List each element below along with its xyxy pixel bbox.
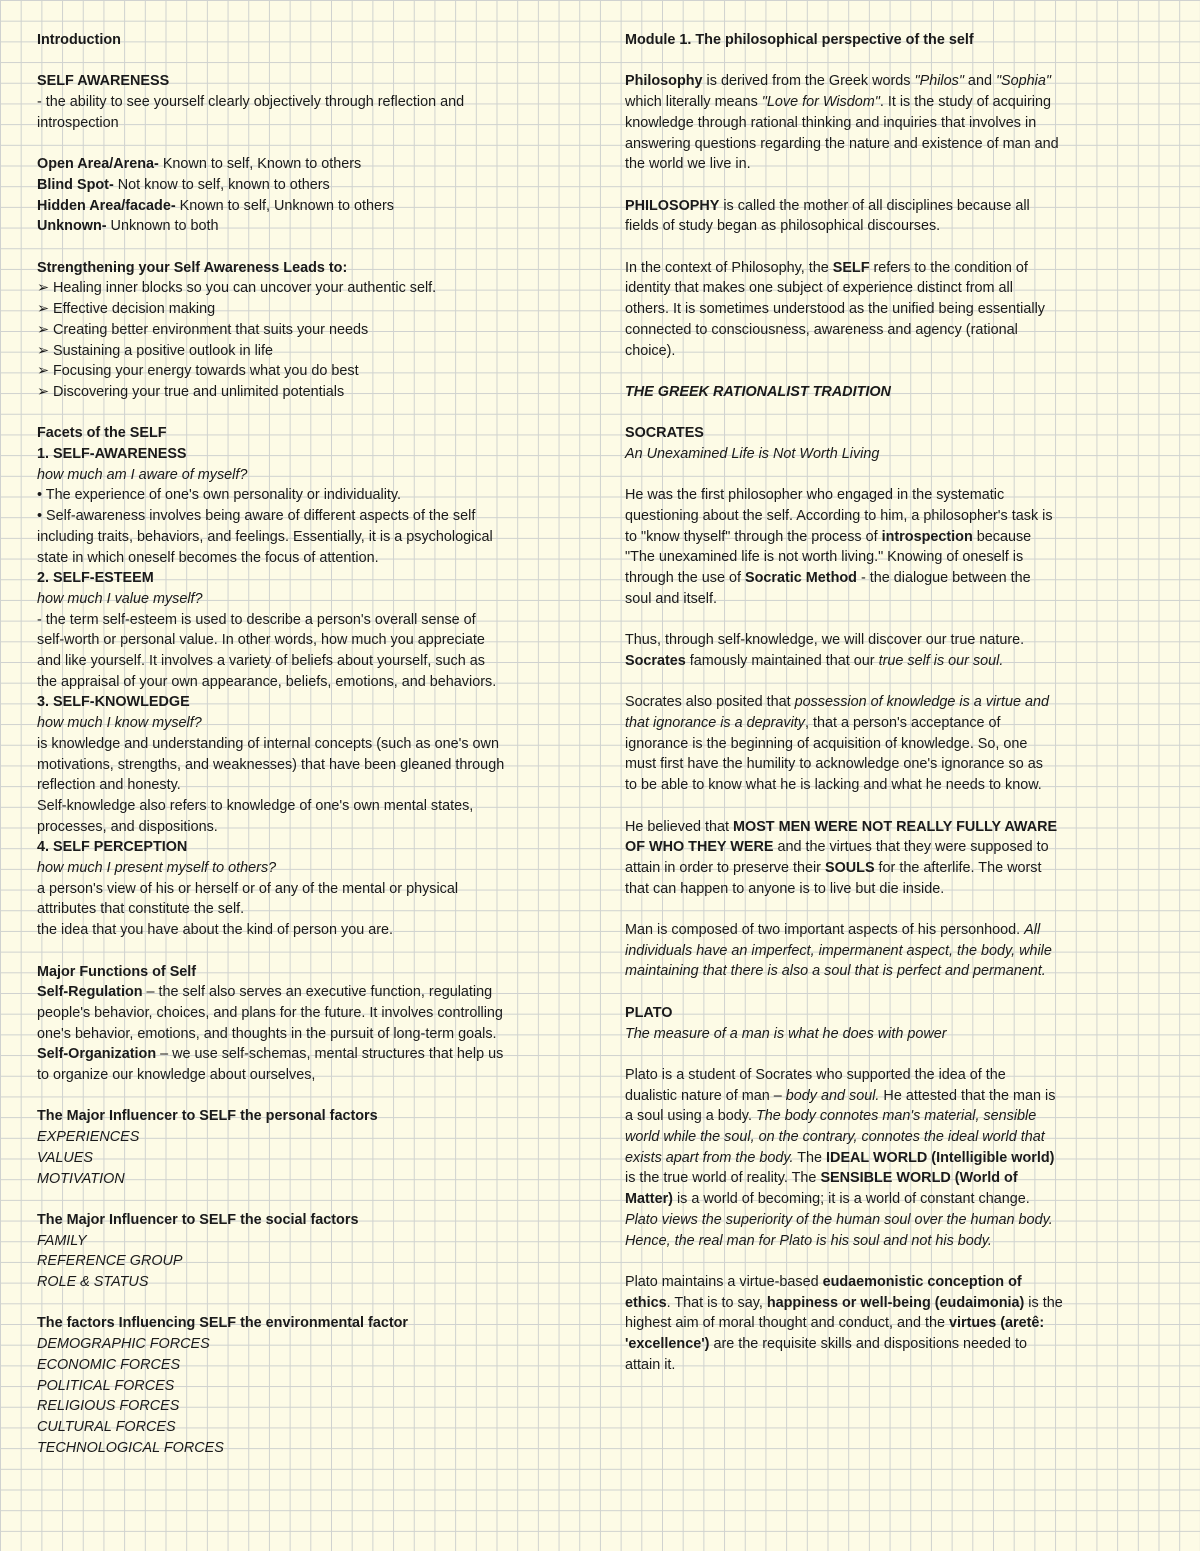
facet-line: including traits, behaviors, and feelings. Essentially, it is a psychological: [37, 528, 493, 545]
factor-item: REFERENCE GROUP: [37, 1253, 183, 1270]
paragraph-line: Plato views the superiority of the human soul over the human body.: [625, 1211, 1053, 1228]
paragraph-line: OF WHO THEY WERE and the virtues that they were supposed to: [625, 839, 1049, 856]
paragraph-line: through the use of Socratic Method - the dialogue between the: [625, 570, 1031, 587]
paragraph-line: He was the first philosopher who engaged in the systematic: [625, 487, 1005, 504]
paragraph-line: questioning about the self. According to him, a philosopher's task is: [625, 508, 1053, 525]
factor-item: CULTURAL FORCES: [37, 1418, 176, 1435]
functions-heading: Major Functions of Self: [37, 963, 197, 980]
facet-question: how much I present myself to others?: [37, 860, 277, 877]
johari-item: Unknown- Unknown to both: [37, 218, 219, 235]
self-awareness-heading: SELF AWARENESS: [37, 73, 170, 90]
paragraph-line: Man is composed of two important aspects of his personhood. All: [625, 922, 1041, 939]
list-item: ➢ Focusing your energy towards what you do best: [37, 361, 597, 382]
facet-line: the appraisal of your own appearance, beliefs, emotions, and behaviors.: [37, 673, 497, 690]
list-item: ➢ Sustaining a positive outlook in life: [37, 341, 597, 362]
environmental-factors-heading: The factors Influencing SELF the environmental factor: [37, 1315, 409, 1332]
list-item: ➢ Effective decision making: [37, 299, 597, 320]
paragraph-line: is the true world of reality. The SENSIBLE WORLD (World of: [625, 1170, 1018, 1187]
function-line: Self-Regulation – the self also serves an executive function, regulating: [37, 984, 493, 1001]
arrow-bullet-icon: ➢: [37, 321, 50, 338]
social-factors-heading: The Major Influencer to SELF the social factors: [37, 1211, 359, 1228]
strengthening-heading: Strengthening your Self Awareness Leads to:: [37, 259, 348, 276]
factor-item: DEMOGRAPHIC FORCES: [37, 1336, 210, 1353]
facet-line: - the term self-esteem is used to describe a person's overall sense of: [37, 611, 476, 628]
factor-item: ROLE & STATUS: [37, 1274, 149, 1291]
facet-line: • Self-awareness involves being aware of different aspects of the self: [37, 508, 476, 525]
function-line: Self-Organization – we use self-schemas, mental structures that help us: [37, 1046, 504, 1063]
factor-item: RELIGIOUS FORCES: [37, 1398, 180, 1415]
facet-line: self-worth or personal value. In other words, how much you appreciate: [37, 632, 485, 649]
facet-line: motivations, strengths, and weaknesses) that have been gleaned through: [37, 756, 505, 773]
intro-title: Introduction: [37, 32, 121, 48]
greek-heading: THE GREEK RATIONALIST TRADITION: [625, 383, 891, 400]
factor-item: EXPERIENCES: [37, 1129, 140, 1146]
arrow-bullet-icon: ➢: [37, 363, 50, 380]
paragraph-line: connected to consciousness, awareness and agency (rational: [625, 321, 1018, 338]
facet-line: attributes that constitute the self.: [37, 901, 245, 918]
list-item: ➢ Discovering your true and unlimited potentials: [37, 382, 597, 403]
paragraph-line: knowledge through rational thinking and inquiries that involves in: [625, 114, 1037, 131]
factor-item: ECONOMIC FORCES: [37, 1356, 181, 1373]
arrow-bullet-icon: ➢: [37, 280, 50, 297]
paragraph-line: ethics. That is to say, happiness or well-being (eudaimonia) is the: [625, 1294, 1063, 1311]
facet-line: Self-knowledge also refers to knowledge of one's own mental states,: [37, 797, 474, 814]
factor-item: FAMILY: [37, 1232, 87, 1249]
paragraph-line: choice).: [625, 342, 676, 359]
arrow-bullet-icon: ➢: [37, 301, 50, 318]
paragraph-line: soul and itself.: [625, 590, 717, 607]
johari-item: Blind Spot- Not know to self, known to others: [37, 176, 330, 193]
paragraph-line: must first have the humility to acknowledge one's ignorance so as: [625, 756, 1043, 773]
list-item: ➢ Healing inner blocks so you can uncover your authentic self.: [37, 278, 597, 299]
module-title: Module 1. The philosophical perspective of the self: [625, 32, 974, 48]
paragraph-line: Plato maintains a virtue-based eudaemonistic conception of: [625, 1273, 1022, 1290]
paragraph-line: maintaining that there is also a soul that is perfect and permanent.: [625, 963, 1046, 980]
johari-item: Open Area/Arena- Known to self, Known to others: [37, 156, 362, 173]
factor-item: TECHNOLOGICAL FORCES: [37, 1439, 224, 1456]
paragraph-line: 'excellence') are the requisite skills and dispositions needed to: [625, 1336, 1028, 1353]
factor-item: POLITICAL FORCES: [37, 1377, 175, 1394]
paragraph-line: In the context of Philosophy, the SELF refers to the condition of: [625, 259, 1028, 276]
johari-item: Hidden Area/facade- Known to self, Unknown to others: [37, 197, 395, 214]
facet-line: state in which oneself becomes the focus of attention.: [37, 549, 379, 566]
arrow-bullet-icon: ➢: [37, 383, 50, 400]
paragraph-line: others. It is sometimes understood as the unified being essentially: [625, 301, 1045, 318]
paragraph-line: dualistic nature of man – body and soul. He attested that the man is: [625, 1087, 1056, 1104]
plato-heading: PLATO: [625, 1004, 673, 1021]
paragraph-line: attain in order to preserve their SOULS for the afterlife. The worst: [625, 859, 1042, 876]
right-column: [625, 30, 1157, 1376]
paragraph-line: answering questions regarding the nature and existence of man and: [625, 135, 1059, 152]
paragraph-line: world while the soul, on the contrary, connotes the ideal world that: [625, 1129, 1045, 1146]
paragraph-line: highest aim of moral thought and conduct, and the virtues (aretê:: [625, 1315, 1045, 1332]
list-item: ➢ Creating better environment that suits your needs: [37, 320, 597, 341]
function-line: one's behavior, emotions, and thoughts in the pursuit of long-term goals.: [37, 1025, 497, 1042]
paragraph-line: identity that makes one subject of experience distinct from all: [625, 280, 1013, 297]
facet-line: the idea that you have about the kind of person you are.: [37, 922, 394, 939]
arrow-bullet-icon: ➢: [37, 342, 50, 359]
socrates-motto: An Unexamined Life is Not Worth Living: [625, 445, 880, 462]
paragraph-line: Philosophy is derived from the Greek words "Philos" and "Sophia": [625, 73, 1051, 90]
paragraph-line: the world we live in.: [625, 156, 751, 173]
paragraph-line: to "know thyself" through the process of introspection because: [625, 528, 1032, 545]
function-line: people's behavior, choices, and plans for the future. It involves controlling: [37, 1004, 503, 1021]
facet-question: how much I value myself?: [37, 590, 203, 607]
paragraph-line: attain it.: [625, 1356, 676, 1373]
self-awareness-line: - the ability to see yourself clearly objectively through reflection and: [37, 94, 465, 111]
paragraph-line: Plato is a student of Socrates who supported the idea of the: [625, 1066, 1006, 1083]
facet-line: • The experience of one's own personality or individuality.: [37, 487, 402, 504]
function-line: to organize our knowledge about ourselves,: [37, 1067, 316, 1084]
facet-line: reflection and honesty.: [37, 777, 181, 794]
socrates-heading: SOCRATES: [625, 425, 704, 442]
self-awareness-line: introspection: [37, 114, 119, 131]
facet-title: 1. SELF-AWARENESS: [37, 446, 187, 462]
paragraph-line: Hence, the real man for Plato is his soul and not his body.: [625, 1232, 992, 1249]
facet-question: how much am I aware of myself?: [37, 466, 248, 483]
facet-title: 4. SELF PERCEPTION: [37, 839, 188, 856]
paragraph-line: Thus, through self-knowledge, we will discover our true nature.: [625, 632, 1025, 649]
paragraph-line: to be able to know what he is lacking and what he needs to know.: [625, 777, 1042, 794]
paragraph-line: that can happen to anyone is to live but die inside.: [625, 880, 945, 897]
plato-motto: The measure of a man is what he does with power: [625, 1025, 947, 1042]
facet-title: 3. SELF-KNOWLEDGE: [37, 694, 190, 711]
factor-item: VALUES: [37, 1149, 93, 1166]
left-column: [37, 30, 597, 1458]
facet-line: and like yourself. It involves a variety of beliefs about yourself, such as: [37, 653, 485, 670]
paragraph-line: Socrates also posited that possession of knowledge is a virtue and: [625, 694, 1049, 711]
paragraph-line: fields of study began as philosophical discourses.: [625, 218, 941, 235]
paragraph-line: "The unexamined life is not worth living." Knowing of oneself is: [625, 549, 1024, 566]
paragraph-line: exists apart from the body. The IDEAL WORLD (Intelligible world): [625, 1149, 1055, 1166]
paragraph-line: which literally means "Love for Wisdom". It is the study of acquiring: [625, 94, 1052, 111]
facet-line: is knowledge and understanding of internal concepts (such as one's own: [37, 735, 499, 752]
facet-line: a person's view of his or herself or of any of the mental or physical: [37, 880, 459, 897]
paragraph-line: He believed that MOST MEN WERE NOT REALLY FULLY AWARE: [625, 818, 1058, 835]
paragraph-line: individuals have an imperfect, impermanent aspect, the body, while: [625, 942, 1052, 959]
paragraph-line: a soul using a body. The body connotes man's material, sensible: [625, 1108, 1037, 1125]
facets-heading: Facets of the SELF: [37, 425, 167, 442]
factor-item: MOTIVATION: [37, 1170, 125, 1187]
paragraph-line: Socrates famously maintained that our true self is our soul.: [625, 652, 1004, 669]
facet-line: processes, and dispositions.: [37, 818, 218, 835]
paragraph-line: ignorance is the beginning of acquisition of knowledge. So, one: [625, 735, 1028, 752]
facet-title: 2. SELF-ESTEEM: [37, 570, 154, 587]
paragraph-line: that ignorance is a depravity, that a person's acceptance of: [625, 715, 1001, 732]
personal-factors-heading: The Major Influencer to SELF the personal factors: [37, 1108, 378, 1125]
facet-question: how much I know myself?: [37, 715, 202, 732]
paragraph-line: Matter) is a world of becoming; it is a world of constant change.: [625, 1191, 1030, 1208]
paragraph-line: PHILOSOPHY is called the mother of all disciplines because all: [625, 197, 1030, 214]
